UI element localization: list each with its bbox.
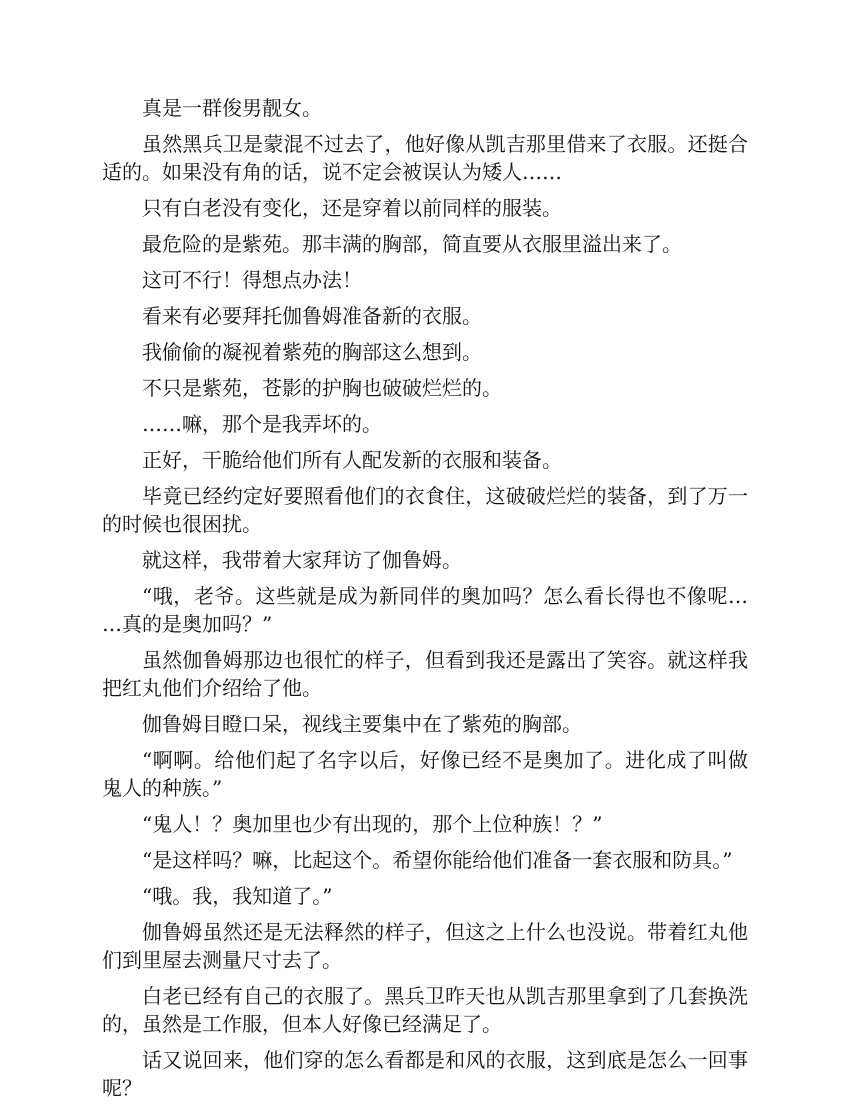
paragraph: 就这样，我带着大家拜访了伽鲁姆。: [142, 548, 462, 572]
paragraph: 虽然黑兵卫是蒙混不过去了，他好像从凯吉那里借来了衣服。还挺合适的。如果没有角的话，说不定会被误认为矮人……: [102, 132, 748, 184]
paragraph: 我偷偷的凝视着紫苑的胸部这么想到。: [142, 340, 482, 364]
paragraph: 白老已经有自己的衣服了。黑兵卫昨天也从凯吉那里拿到了几套换洗的，虽然是工作服，但本人好像已经满足了。: [102, 984, 748, 1036]
paragraph: 伽鲁姆虽然还是无法释然的样子，但这之上什么也没说。带着红丸他们到里屋去测量尺寸去了。: [102, 920, 748, 972]
paragraph: 真是一群俊男靓女。: [142, 96, 322, 120]
paragraph: 虽然伽鲁姆那边也很忙的样子，但看到我还是露出了笑容。就这样我把红丸他们介绍给了他。: [102, 648, 748, 700]
paragraph: 正好，干脆给他们所有人配发新的衣服和装备。: [142, 448, 562, 472]
paragraph: 看来有必要拜托伽鲁姆准备新的衣服。: [142, 304, 482, 328]
paragraph: ……嘛，那个是我弄坏的。: [142, 412, 382, 436]
paragraph: 伽鲁姆目瞪口呆，视线主要集中在了紫苑的胸部。: [142, 712, 582, 736]
dialogue-paragraph: “哦，老爷。这些就是成为新同伴的奥加吗？怎么看长得也不像呢……真的是奥加吗？”: [102, 584, 748, 636]
paragraph: 毕竟已经约定好要照看他们的衣食住，这破破烂烂的装备，到了万一的时候也很困扰。: [102, 484, 748, 536]
paragraph: 最危险的是紫苑。那丰满的胸部，简直要从衣服里溢出来了。: [142, 232, 682, 256]
dialogue-paragraph: “哦。我，我知道了。”: [142, 884, 333, 908]
paragraph: 只有白老没有变化，还是穿着以前同样的服装。: [142, 196, 562, 220]
dialogue-paragraph: “鬼人！？奥加里也少有出现的，那个上位种族！？”: [142, 812, 603, 836]
paragraph: 话又说回来，他们穿的怎么看都是和风的衣服，这到底是怎么一回事呢？: [102, 1048, 748, 1100]
dialogue-paragraph: “是这样吗？嘛，比起这个。希望你能给他们准备一套衣服和防具。”: [142, 848, 733, 872]
paragraph: 这可不行！得想点办法！: [142, 268, 362, 292]
document-body: [102, 94, 748, 1110]
paragraph: 不只是紫苑，苍影的护胸也破破烂烂的。: [142, 376, 502, 400]
dialogue-paragraph: “啊啊。给他们起了名字以后，好像已经不是奥加了。进化成了叫做鬼人的种族。”: [102, 748, 748, 800]
